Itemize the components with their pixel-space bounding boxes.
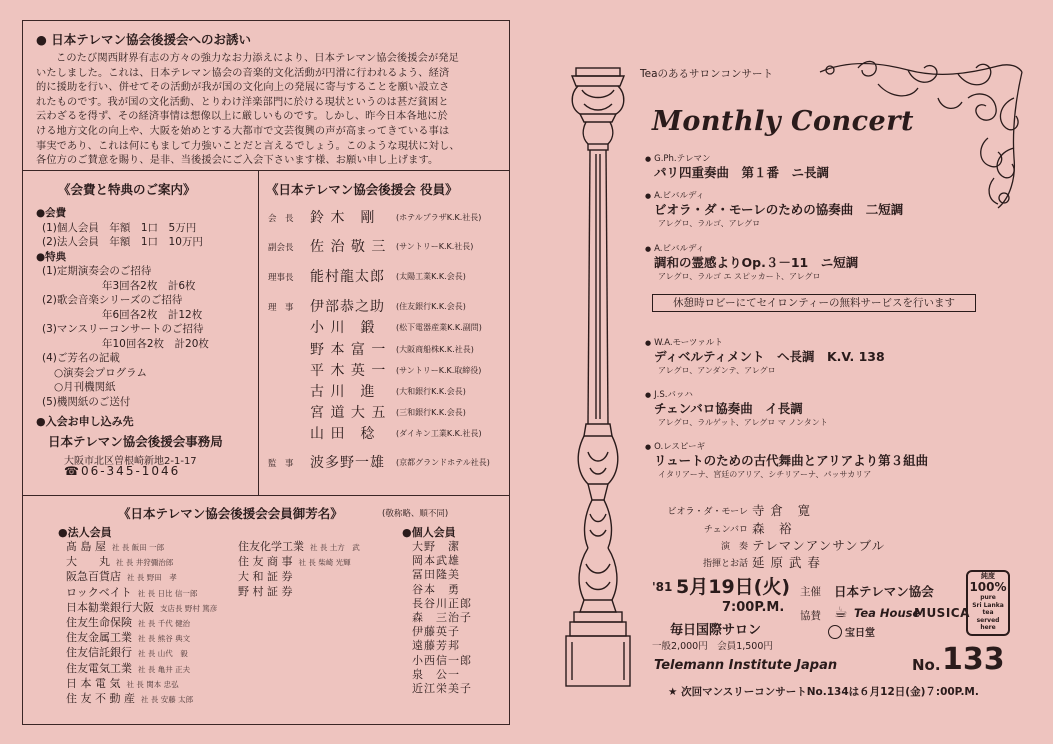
individual-member: 泉 公一 <box>412 667 460 681</box>
officer-name: 能村龍太郎 <box>310 269 385 285</box>
fees-title: 《会費と特典のご案内》 <box>58 182 196 197</box>
corp-members-heading: ●法人会員 <box>58 526 112 539</box>
pure-tea-badge <box>966 570 1010 636</box>
officer-name: 山 田 稔 <box>310 426 376 442</box>
member-item <box>66 646 217 661</box>
sponsor-musica: MUSICA <box>914 606 970 620</box>
member-item <box>238 570 360 584</box>
sponsor-label: 協賛 <box>800 610 821 622</box>
member-item <box>66 616 217 631</box>
individual-member: 大野 潔 <box>412 540 460 553</box>
performer-role: 指揮とお話 <box>702 559 748 569</box>
composer-name: W.A.モーツァルト <box>654 338 723 348</box>
members-note: (敬称略、順不同) <box>382 509 449 519</box>
organizer-label: 主催 <box>800 586 821 598</box>
member-rep: 社 長 柴崎 光輝 <box>298 558 351 568</box>
bullet-icon: ● <box>645 192 652 200</box>
indiv-members-list <box>412 540 472 696</box>
performer-name: 森 裕 <box>752 521 793 536</box>
fees-line: ●会費 <box>36 207 67 219</box>
performer-role: 演 奏 <box>720 542 748 552</box>
member-rep: 社 長 野田 孝 <box>127 573 177 583</box>
officer-company: (サントリーK.K.社長) <box>396 242 474 251</box>
program-movements: イタリアーナ、宮廷のアリア、シチリアーナ、パッサカリア <box>658 470 872 479</box>
member-item <box>66 631 217 646</box>
officer-name: 伊部恭之助 <box>310 299 385 315</box>
intro-line: 事実であり、これは何にもまして力強いことだと言えるでしょう。このような現状に対し、 <box>36 140 460 152</box>
officer-name: 野 本 富 一 <box>310 342 387 358</box>
performer-name: 寺 倉 寛 <box>752 503 811 518</box>
officer-row <box>268 402 504 422</box>
fees-line: (2)歌会音楽シリーズのご招待 <box>42 294 183 306</box>
venue: 毎日国際サロン <box>670 623 762 638</box>
member-name: 住友電気工業 <box>66 661 132 675</box>
intro-line: 各位方のご賛意を賜り、是非、当後援会にご入会下さいます様、お願い申し上げます。 <box>36 155 439 167</box>
member-rep: 社 長 土方 武 <box>310 543 360 552</box>
intro-line: ける地方文化の向上や、大阪を始めとする大都市で文芸復興の声が高まってきている事は <box>36 125 450 137</box>
officer-row <box>268 339 504 359</box>
bullet-icon: ● <box>645 245 652 253</box>
badge-line: here <box>980 624 996 631</box>
fees-line: ●特典 <box>36 250 67 263</box>
fees-line: ○演奏会プログラム <box>54 366 148 379</box>
member-item <box>66 555 217 570</box>
composer-name: A.ビバルディ <box>654 191 705 201</box>
officer-company: (京都グランドホテル社長) <box>396 458 490 467</box>
member-name: 大 和 証 券 <box>238 570 293 584</box>
officer-row <box>268 236 504 256</box>
member-name: 住友金属工業 <box>66 631 132 645</box>
officer-company: (松下電器産業K.K.副問) <box>396 323 482 332</box>
officer-row <box>268 360 504 380</box>
member-name: 野 村 証 券 <box>238 584 293 598</box>
individual-member: 谷本 勇 <box>412 582 460 596</box>
officer-company: (サントリーK.K.取締役) <box>396 366 482 375</box>
member-name: 日本勧業銀行大阪 <box>66 600 154 614</box>
individual-member: 遠藤芳邦 <box>412 639 460 653</box>
member-rep: 社 長 飯田 一郎 <box>112 543 165 552</box>
member-item <box>66 662 217 677</box>
composer-name: G.Ph.テレマン <box>654 154 711 164</box>
fees-line: 年3回各2枚 計6枚 <box>102 279 196 292</box>
program-title: チェンバロ協奏曲 イ長調 <box>654 401 803 416</box>
concert-time: 7:00P.M. <box>722 600 785 615</box>
intro-line: いたしました。これは、日本テレマン協会の音楽的文化活動が円滑に行われるよう、経済 <box>36 67 450 79</box>
fees-line: (1)定期演奏会のご招待 <box>42 265 152 277</box>
officer-name: 波多野一雄 <box>310 455 385 471</box>
organizer: 日本テレマン協会 <box>834 584 934 599</box>
badge-top: 純度 <box>981 572 995 580</box>
member-rep: 支店長 野村 篤彦 <box>160 603 218 613</box>
program-movements: アレグロ、ラルゴ、アレグロ <box>658 219 761 228</box>
fees-list <box>36 206 209 409</box>
officer-row <box>268 452 504 472</box>
institute-name: Telemann Institute Japan <box>654 658 838 673</box>
officer-name: 宮 道 大 五 <box>310 405 387 421</box>
bullet-icon: ● <box>645 339 652 347</box>
member-name: 阪急百貨店 <box>66 570 121 584</box>
member-name: 住 友 商 事 <box>238 555 293 569</box>
bullet-icon: ● <box>645 443 652 451</box>
member-name: 住友生命保険 <box>66 616 132 630</box>
member-item <box>66 540 217 555</box>
next-concert-notice: ★ 次回マンスリーコンサートNo.134は６月12日(金)７:00P.M. <box>668 686 979 698</box>
divider <box>258 170 259 495</box>
fees-line: (3)マンスリーコンサートのご招待 <box>42 323 204 335</box>
concert-date: 5月19日(火) <box>676 576 791 598</box>
member-name: 住 友 不 動 産 <box>66 692 135 706</box>
member-name: 日 本 電 気 <box>66 676 121 690</box>
officer-row <box>268 317 504 337</box>
member-item <box>238 540 360 555</box>
composer-name: A.ビバルディ <box>654 244 705 254</box>
badge-line: pure <box>980 594 996 601</box>
issue-label: No. <box>912 656 941 674</box>
office-name: 日本テレマン協会後援会事務局 <box>48 434 223 449</box>
bullet-icon: ● <box>645 155 652 163</box>
fees-line: 年10回各2枚 計20枚 <box>102 337 209 350</box>
member-rep: 社 長 日比 信一郎 <box>137 588 198 598</box>
badge-text <box>968 594 1008 632</box>
performer-role: ビオラ・ダ・モーレ <box>667 507 748 517</box>
intro-line: 云わざるを得ず、その経済事情は想像以上に厳しいものです。しかし、昨今日本各地に於 <box>36 111 448 123</box>
member-item <box>66 570 217 585</box>
fees-line: (1)個人会員 年額 1口 5万円 <box>42 221 197 234</box>
member-item <box>66 692 217 707</box>
sponsor-logo-icon <box>828 625 842 639</box>
invitation-title: ● 日本テレマン協会後援会へのお誘い <box>36 32 252 47</box>
performer-role: チェンバロ <box>703 525 748 535</box>
officer-name: 鈴 木 剛 <box>310 210 376 226</box>
divider <box>22 170 510 171</box>
officer-company: (大和銀行K.K.会長) <box>396 387 466 396</box>
teacup-icon: ☕ <box>834 603 848 621</box>
concert-year: '81 <box>652 580 673 594</box>
individual-member: 長谷川正郎 <box>412 596 472 610</box>
performer-name: テレマンアンサンブル <box>752 538 886 553</box>
fees-line: (2)法人会員 年額 1口 10万円 <box>42 236 203 248</box>
individual-member: 伊藤英子 <box>412 625 460 639</box>
performer-name: 延 原 武 春 <box>752 555 821 570</box>
individual-member: 岡本武雄 <box>412 554 460 568</box>
intermission-notice: 休憩時ロビーにてセイロンティーの無料サービスを行います <box>652 294 976 312</box>
corp-members-col2 <box>238 540 360 599</box>
officer-row <box>268 381 504 401</box>
individual-member: 森 三治子 <box>412 611 472 625</box>
program-title: ディベルティメント ヘ長調 K.V. 138 <box>654 349 885 364</box>
program-title: 調和の霊感よりOp.３－11 ニ短調 <box>654 255 859 270</box>
officer-role: 副会長 <box>268 243 294 253</box>
member-name: ロックベイト <box>66 585 132 599</box>
composer-name: O.レスピーギ <box>654 442 706 452</box>
individual-member: 小西信一郎 <box>412 653 472 667</box>
officer-name: 平 木 英 一 <box>310 363 387 379</box>
member-item <box>238 585 360 599</box>
intro-line: 的に援助を行い、併せてその活動が我が国の文化向上の発展に寄与することを願い設立さ <box>36 82 450 94</box>
badge-line: Sri Lanka <box>972 601 1004 609</box>
officer-role: 監 事 <box>268 459 294 469</box>
officer-row <box>268 296 504 316</box>
member-name: 住友信託銀行 <box>66 646 132 660</box>
officer-company: (ホテルプラザK.K.社長) <box>396 213 482 222</box>
officer-row <box>268 207 504 227</box>
member-rep: 社 長 亀井 正夫 <box>138 664 191 674</box>
fees-line: (5)機関紙のご送付 <box>42 395 131 408</box>
member-rep: 社 長 山代 毅 <box>138 649 188 659</box>
officer-company: (住友銀行K.K.会長) <box>396 302 466 311</box>
sponsor-teahouse: Tea House <box>854 606 921 620</box>
intro-paragraph <box>36 52 460 169</box>
officer-company: (太陽工業K.K.会長) <box>396 272 466 281</box>
officer-role: 理 事 <box>268 303 294 313</box>
ticket-price: 一般2,000円 会員1,500円 <box>652 641 773 652</box>
series-name: Teaのあるサロンコンサート <box>640 68 774 80</box>
program-movements: アレグロ、アンダンテ、アレグロ <box>658 366 776 375</box>
officer-company: (大阪商船株K.K.社長) <box>396 345 474 354</box>
divider <box>22 495 510 496</box>
member-name: 髙 島 屋 <box>66 540 106 553</box>
member-item <box>66 601 217 616</box>
member-rep: 社 長 千代 健治 <box>138 619 191 629</box>
intro-line: れたものです。我が国の文化活動、とりわけ洋楽部門に於ける現状というのは甚だ貧困と <box>36 96 449 108</box>
program-movements: アレグロ、ラルゴ エ スピッカート、アレグロ <box>658 272 821 281</box>
officers-title: 《日本テレマン協会後援会 役員》 <box>266 182 458 197</box>
badge-line: served <box>976 616 1000 624</box>
badge-percent: 100% <box>969 580 1007 594</box>
officer-role: 理事長 <box>268 273 294 283</box>
officer-role: 会 長 <box>268 214 294 224</box>
member-item <box>66 586 217 601</box>
column-illustration <box>562 64 634 694</box>
indiv-members-heading: ●個人会員 <box>402 526 456 539</box>
program-title: リュートのための古代舞曲とアリアより第３組曲 <box>654 453 929 468</box>
member-name: 大 丸 <box>66 555 110 569</box>
office-tel: ☎06-345-1046 <box>64 464 181 478</box>
concert-title: Monthly Concert <box>652 106 914 137</box>
officer-company: (ダイキン工業K.K.社長) <box>396 429 482 438</box>
member-item <box>238 555 360 570</box>
officer-name: 古 川 進 <box>310 384 376 400</box>
officer-company: (三和銀行K.K.会長) <box>396 408 466 417</box>
composer-name: J.S.バッハ <box>654 390 693 400</box>
member-item <box>66 677 217 692</box>
program-title: パリ四重奏曲 第１番 ニ長調 <box>654 165 830 180</box>
member-name: 住友化学工業 <box>238 540 304 553</box>
officer-row <box>268 423 504 443</box>
badge-line: tea <box>982 609 994 616</box>
intro-line: このたび関西財界有志の方々の強力なお力添えにより、日本テレマン協会後援会が発足 <box>56 53 459 64</box>
corp-members-col1 <box>66 540 217 707</box>
program-title: ビオラ・ダ・モーレのための協奏曲 二短調 <box>654 202 904 217</box>
officer-row <box>268 266 504 286</box>
corner-ornament <box>818 58 1028 218</box>
program-movements: アレグロ、ラルゲット、アレグロ マ ノンタント <box>658 418 828 427</box>
fees-line: (4)ご芳名の記載 <box>42 352 120 364</box>
individual-member: 冨田隆美 <box>412 568 460 582</box>
office-address: 大阪市北区曽根崎新地2-1-17 <box>64 456 197 467</box>
member-rep: 社 長 関本 忠弘 <box>126 679 179 689</box>
member-rep: 社 長 安藤 太郎 <box>141 695 194 705</box>
apply-heading: ●入会お申し込み先 <box>36 415 134 428</box>
officer-name: 佐 治 敬 三 <box>310 239 387 255</box>
bullet-icon: ● <box>645 391 652 399</box>
officer-name: 小 川 鍛 <box>310 320 376 336</box>
fees-line: ○月刊機関紙 <box>54 381 116 393</box>
individual-member: 近江栄美子 <box>412 682 472 696</box>
sponsor-hoshido-name: 宝日堂 <box>845 628 875 639</box>
issue-number: 133 <box>942 642 1005 677</box>
fees-line: 年6回各2枚 計12枚 <box>102 308 203 321</box>
sponsor-hoshido <box>828 624 875 639</box>
member-rep: 社 長 熊谷 典文 <box>138 634 191 644</box>
member-rep: 社 長 井狩彌治郎 <box>116 558 174 568</box>
members-title: 《日本テレマン協会後援会会員御芳名》 <box>118 506 343 521</box>
